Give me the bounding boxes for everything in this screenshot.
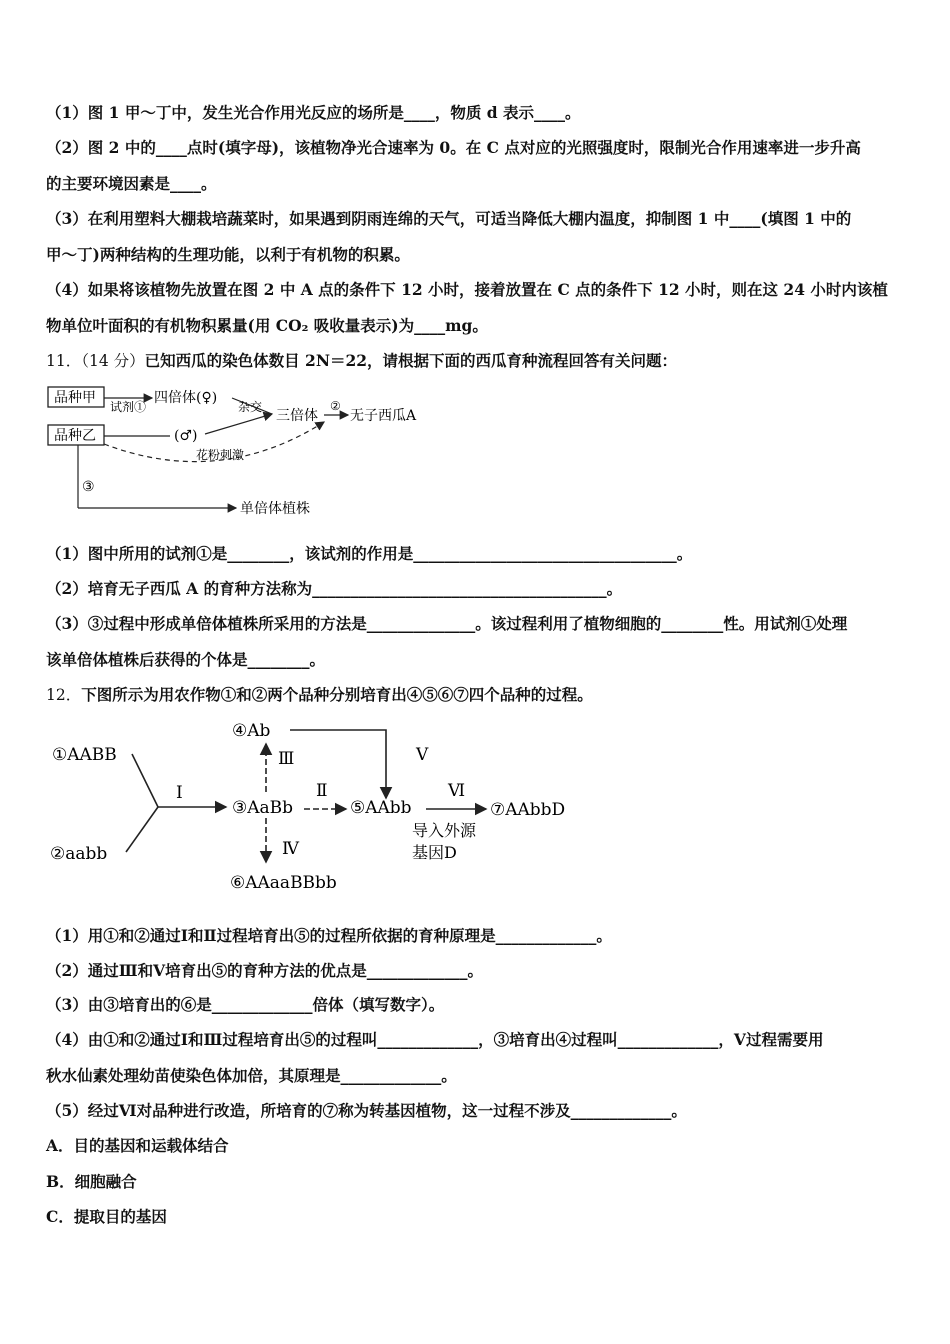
line-from-2 [126, 807, 158, 852]
gene-label-2: 基因D [412, 843, 457, 862]
node-5: ⑤AAbb [350, 798, 412, 818]
q10-part4-cont: 物单位叶面积的有机物积累量(用 CO₂ 吸收量表示)为____mg。 [46, 316, 488, 335]
reagent-label: 试剂① [110, 400, 147, 414]
gene-label-1: 导入外源 [412, 821, 477, 840]
q12-option-a: A．目的基因和运载体结合 [46, 1136, 229, 1155]
male-label: (♂) [174, 428, 198, 444]
node-6: ⑥AAaaBBbb [230, 873, 337, 893]
route-3-label: Ⅲ [278, 749, 295, 769]
node-2: ②aabb [50, 844, 108, 864]
q11-part1: （1）图中所用的试剂①是________，该试剂的作用是__________________________________。 [46, 544, 693, 563]
q12-part4-cont: 秋水仙素处理幼苗使染色体加倍，其原理是_____________。 [46, 1066, 457, 1085]
step3-label: ③ [82, 479, 95, 495]
q12-part3: （3）由③培育出的⑥是_____________倍体（填写数字）。 [46, 995, 445, 1014]
q12-part1: （1）用①和②通过Ⅰ和Ⅱ过程培育出⑤的过程所依据的育种原理是_____________。 [46, 926, 612, 945]
q11-score: （14 分） [81, 352, 145, 370]
node-7: ⑦AAbbD [490, 800, 566, 820]
q10-part3: （3）在利用塑料大棚栽培蔬菜时，如果遇到阴雨连绵的天气，可适当降低大棚内温度，抑制图 1 中____(填图 1 中的 [46, 209, 852, 228]
line-from-1 [132, 754, 158, 807]
variety-a-label: 品种甲 [54, 390, 96, 406]
route-5-label: Ⅴ [416, 745, 429, 765]
q12-part5: （5）经过Ⅵ对品种进行改造，所培育的⑦称为转基因植物，这一过程不涉及_____________。 [46, 1101, 687, 1120]
tetraploid-label: 四倍体(♀) [154, 390, 218, 406]
variety-b-label: 品种乙 [54, 428, 96, 444]
q11-number: 11． [46, 352, 82, 370]
arrow-route-5 [290, 730, 386, 798]
q10-part1: （1）图 1 甲～丁中，发生光合作用光反应的场所是____，物质 d 表示____。 [46, 103, 581, 122]
q10-part3-cont: 甲～丁)两种结构的生理功能，以利于有机物的积累。 [46, 245, 410, 264]
pollen-label: 花粉刺激 [196, 448, 245, 462]
q10-part4: （4）如果将该植物先放置在图 2 中 A 点的条件下 12 小时，接着放置在 C 点的条件下 12 小时，则在这 24 小时内该植 [46, 280, 888, 299]
q12-part4: （4）由①和②通过Ⅰ和Ⅲ过程培育出⑤的过程叫_____________，③培育出④过程叫_____________，Ⅴ过程需要用 [46, 1030, 824, 1049]
cross-label: 杂交 [238, 400, 263, 414]
crop-breeding-diagram [46, 712, 606, 902]
step2-label: ② [330, 399, 341, 413]
q12-option-b: B．细胞融合 [46, 1172, 137, 1191]
q11-part3: （3）③过程中形成单倍体植株所采用的方法是______________。该过程利用了植物细胞的________性。用试剂①处理 [46, 614, 848, 633]
q11-part3-cont: 该单倍体植株后获得的个体是________。 [46, 650, 326, 669]
q10-part2: （2）图 2 中的____点时(填字母)，该植物净光合速率为 0。在 C 点对应的光照强度时，限制光合作用速率进一步升高 [46, 138, 861, 157]
cross-line-bottom [205, 414, 272, 434]
q12-part2: （2）通过Ⅲ和Ⅴ培育出⑤的育种方法的优点是_____________。 [46, 961, 483, 980]
q11-stem-line [46, 351, 911, 371]
node-3: ③AaBb [232, 798, 294, 818]
q10-part2-cont: 的主要环境因素是____。 [46, 174, 217, 193]
haploid-label: 单倍体植株 [240, 501, 310, 517]
node-1: ①AABB [52, 745, 117, 765]
route-6-label: Ⅵ [448, 781, 466, 801]
q11-stem: 已知西瓜的染色体数目 2N＝22，请根据下面的西瓜育种流程回答有关问题： [144, 351, 678, 370]
q12-stem-line [46, 685, 911, 705]
watermelon-breeding-diagram [40, 378, 460, 528]
node-4: ④Ab [232, 721, 271, 741]
seedless-label: 无子西瓜A [350, 408, 417, 424]
q12-number: 12． [46, 686, 82, 704]
q12-option-c: C．提取目的基因 [46, 1207, 167, 1226]
route-4-label: Ⅳ [282, 839, 299, 859]
q11-part2: （2）培育无子西瓜 A 的育种方法称为______________________________________。 [46, 579, 623, 598]
q12-stem: 下图所示为用农作物①和②两个品种分别培育出④⑤⑥⑦四个品种的过程。 [81, 685, 593, 704]
route-2-label: Ⅱ [316, 781, 328, 801]
route-1-label: Ⅰ [176, 783, 183, 803]
triploid-label: 三倍体 [276, 408, 318, 424]
